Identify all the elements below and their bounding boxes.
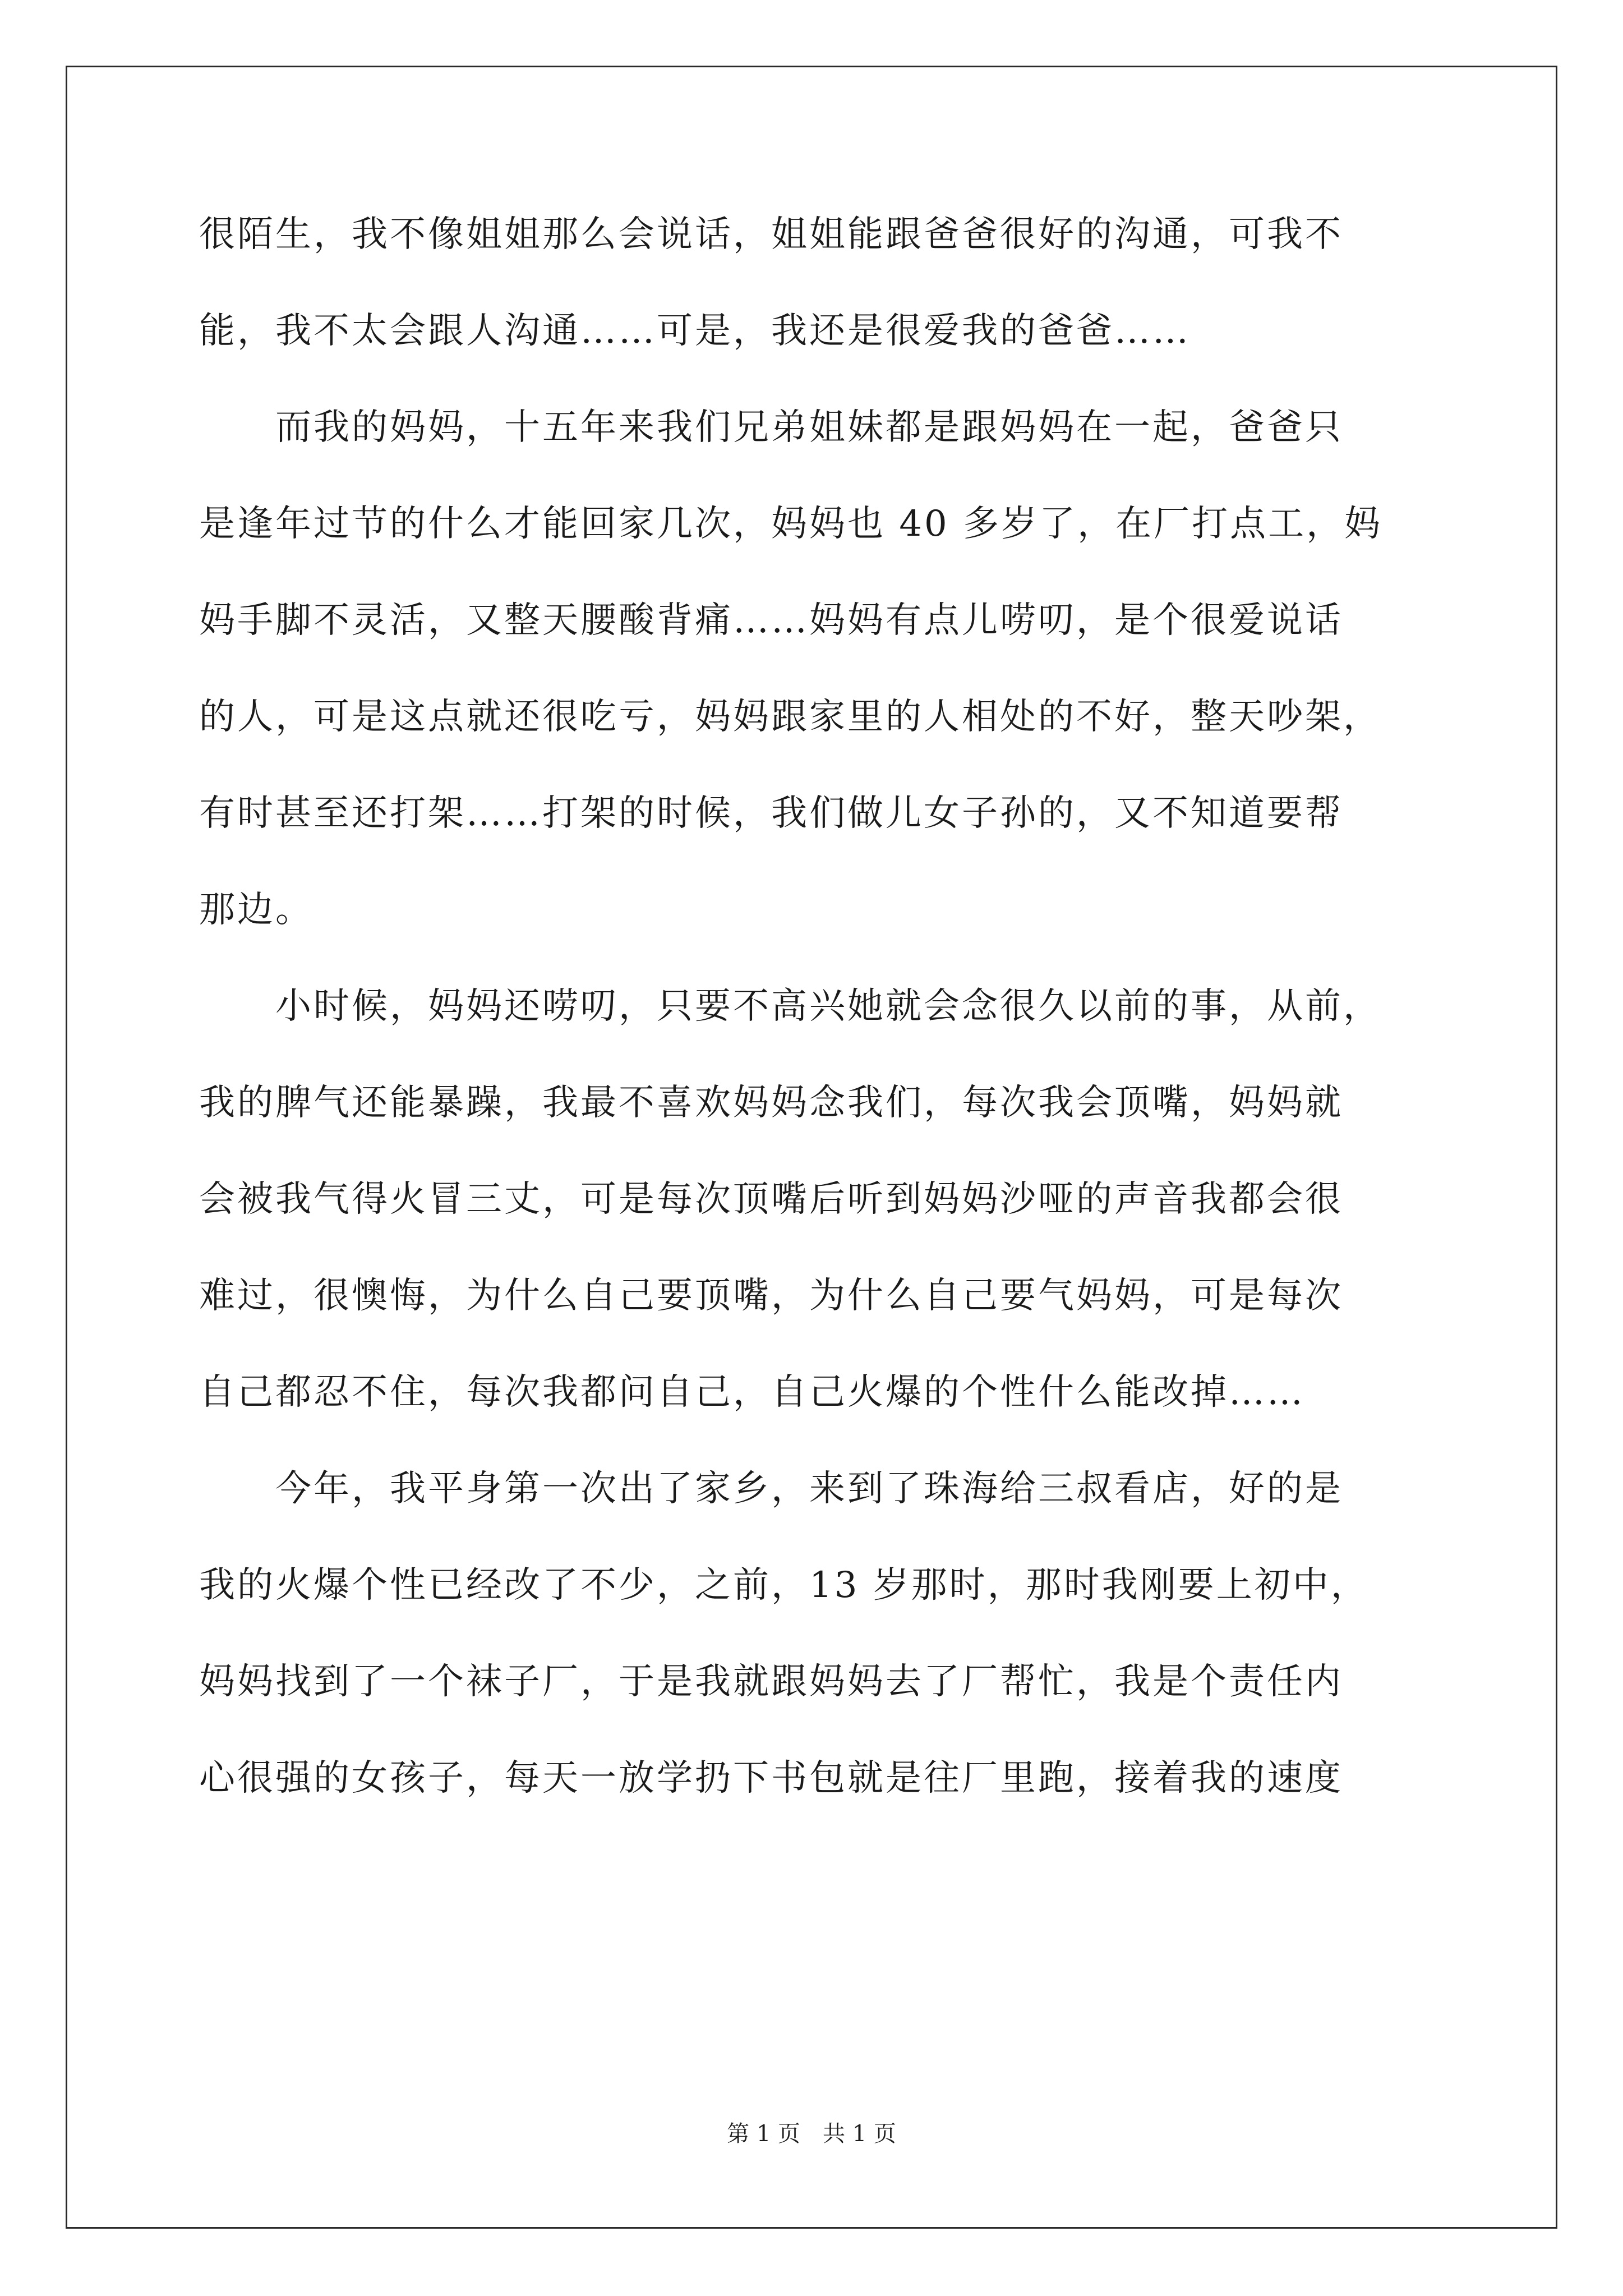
page-number: 第 1 页 共 1 页 — [727, 2121, 896, 2147]
text-line: 而我的妈妈，十五年来我们兄弟姐妹都是跟妈妈在一起，爸爸只 — [199, 407, 1343, 448]
text-line: 有时甚至还打架……打架的时候，我们做儿女子孙的，又不知道要帮 — [199, 793, 1343, 834]
text-line: 小时候，妈妈还唠叨，只要不高兴她就会念很久以前的事，从前， — [199, 986, 1381, 1027]
text-line: 妈妈找到了一个袜子厂，于是我就跟妈妈去了厂帮忙，我是个责任内 — [199, 1661, 1343, 1703]
text-line: 很陌生，我不像姐姐那么会说话，姐姐能跟爸爸很好的沟通，可我不 — [199, 214, 1343, 255]
text-line: 能，我不太会跟人沟通……可是，我还是很爱我的爸爸…… — [199, 310, 1191, 352]
text-line: 那边。 — [199, 889, 313, 931]
text-line: 今年，我平身第一次出了家乡，来到了珠海给三叔看店，好的是 — [199, 1468, 1343, 1510]
text-line: 难过，很懊悔，为什么自己要顶嘴，为什么自己要气妈妈，可是每次 — [199, 1275, 1343, 1317]
text-line: 心很强的女孩子，每天一放学扔下书包就是往厂里跑，接着我的速度 — [199, 1757, 1343, 1799]
page-border — [66, 66, 1557, 2229]
text-line: 我的火爆个性已经改了不少，之前，13 岁那时，那时我刚要上初中， — [199, 1565, 1369, 1606]
text-line: 妈手脚不灵活，又整天腰酸背痛……妈妈有点儿唠叨，是个很爱说话 — [199, 600, 1343, 641]
text-line: 我的脾气还能暴躁，我最不喜欢妈妈念我们，每次我会顶嘴，妈妈就 — [199, 1082, 1343, 1124]
text-line: 会被我气得火冒三丈，可是每次顶嘴后听到妈妈沙哑的声音我都会很 — [199, 1179, 1343, 1220]
text-line: 自己都忍不住，每次我都问自己，自己火爆的个性什么能改掉…… — [199, 1372, 1305, 1413]
text-line: 是逢年过节的什么才能回家几次，妈妈也 40 多岁了，在厂打点工，妈 — [199, 503, 1383, 545]
text-line: 的人，可是这点就还很吃亏，妈妈跟家里的人相处的不好，整天吵架， — [199, 696, 1381, 738]
